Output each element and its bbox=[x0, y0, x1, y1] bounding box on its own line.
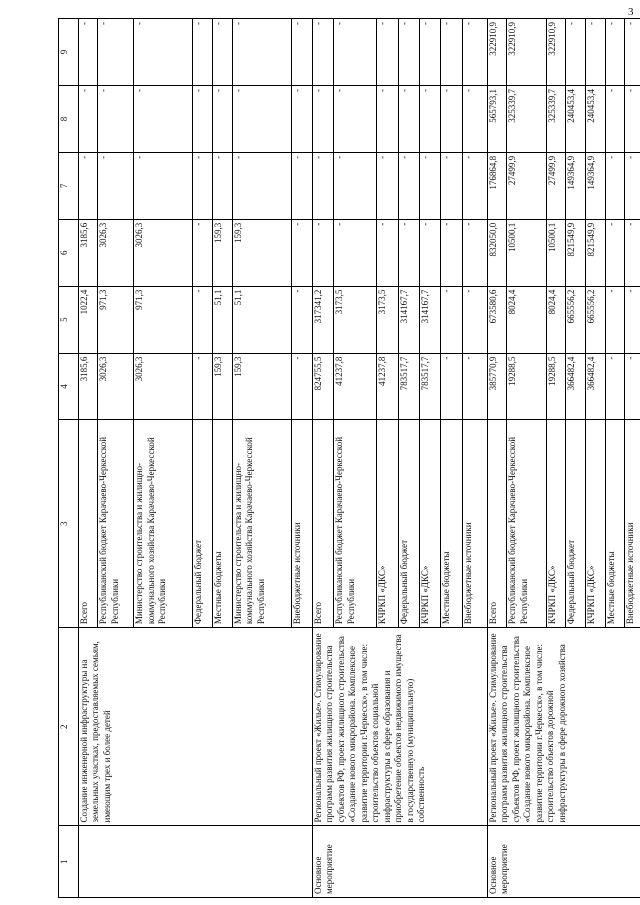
value-cell: 783517,7 bbox=[420, 353, 441, 420]
value-cell: - bbox=[420, 219, 441, 286]
value-cell: - bbox=[291, 19, 312, 86]
value-cell: - bbox=[232, 19, 291, 86]
value-cell: 159,3 bbox=[213, 219, 233, 286]
value-cell: 3173,5 bbox=[377, 286, 398, 353]
value-cell: 665556,2 bbox=[566, 286, 586, 353]
value-cell: - bbox=[134, 152, 193, 219]
value-cell: 41237,8 bbox=[334, 353, 377, 420]
event-type-cell: Основное мероприятие bbox=[312, 826, 487, 898]
value-cell: 159,3 bbox=[213, 353, 233, 420]
value-cell: - bbox=[605, 219, 625, 286]
value-cell: - bbox=[398, 152, 419, 219]
funding-source-cell: Местные бюджеты bbox=[441, 420, 462, 628]
value-cell: - bbox=[193, 152, 213, 219]
value-cell: - bbox=[334, 86, 377, 153]
value-cell: 325339,7 bbox=[507, 86, 546, 153]
column-number-9: 9 bbox=[59, 19, 79, 86]
value-cell: 149364,9 bbox=[585, 152, 605, 219]
value-cell: 41237,8 bbox=[377, 353, 398, 420]
funding-source-cell: Федеральный бюджет bbox=[398, 420, 419, 628]
value-cell: - bbox=[98, 152, 134, 219]
value-cell: - bbox=[377, 19, 398, 86]
value-cell: - bbox=[213, 19, 233, 86]
value-cell: - bbox=[232, 152, 291, 219]
value-cell: 832050,0 bbox=[487, 219, 507, 286]
funding-source-cell: Внебюджетные источники bbox=[291, 420, 312, 628]
value-cell: - bbox=[193, 86, 213, 153]
value-cell: 240453,4 bbox=[566, 86, 586, 153]
funding-source-cell: Министерство строительства и жилищно-коммунального хозяйства Карачаево-Черкесской Республики bbox=[232, 420, 291, 628]
value-cell: - bbox=[377, 152, 398, 219]
funding-source-cell: Всего bbox=[312, 420, 333, 628]
funding-source-cell: Республиканский бюджет Карачаево-Черкесской Республики bbox=[507, 420, 546, 628]
value-cell: 325339,7 bbox=[546, 86, 566, 153]
value-cell: - bbox=[312, 219, 333, 286]
value-cell: - bbox=[420, 19, 441, 86]
value-cell: - bbox=[193, 19, 213, 86]
value-cell: - bbox=[213, 152, 233, 219]
funding-source-cell: Всего bbox=[78, 420, 98, 628]
value-cell: 821549,9 bbox=[585, 219, 605, 286]
value-cell: - bbox=[625, 286, 640, 353]
funding-source-cell: КЧРКП «ДКС» bbox=[546, 420, 566, 628]
value-cell: 27499,9 bbox=[546, 152, 566, 219]
value-cell: - bbox=[625, 19, 640, 86]
value-cell: - bbox=[334, 219, 377, 286]
event-type-cell bbox=[78, 826, 312, 898]
column-number-2: 2 bbox=[59, 628, 79, 826]
value-cell: 51,1 bbox=[232, 286, 291, 353]
page-number: 3 bbox=[628, 6, 634, 18]
funding-source-cell: Внебюджетные источники bbox=[462, 420, 487, 628]
value-cell: - bbox=[462, 86, 487, 153]
value-cell: 314167,7 bbox=[420, 286, 441, 353]
event-type-cell: Основное мероприятие bbox=[487, 826, 640, 898]
table-row bbox=[312, 19, 333, 898]
value-cell: - bbox=[78, 19, 98, 86]
value-cell: - bbox=[291, 353, 312, 420]
value-cell: 51,1 bbox=[213, 286, 233, 353]
value-cell: 385770,9 bbox=[487, 353, 507, 420]
column-number-1: 1 bbox=[59, 826, 79, 898]
value-cell: 322910,9 bbox=[487, 19, 507, 86]
funding-source-cell: Внебюджетные источники bbox=[625, 420, 640, 628]
value-cell: - bbox=[334, 152, 377, 219]
funding-source-cell: КЧРКП «ДКС» bbox=[420, 420, 441, 628]
value-cell: - bbox=[420, 152, 441, 219]
funding-source-cell: КЧРКП «ДКС» bbox=[377, 420, 398, 628]
funding-source-cell: КЧРКП «ДКС» bbox=[585, 420, 605, 628]
value-cell: 3185,6 bbox=[78, 353, 98, 420]
value-cell: 3026,3 bbox=[134, 219, 193, 286]
value-cell: - bbox=[420, 86, 441, 153]
value-cell: - bbox=[291, 219, 312, 286]
funding-source-cell: Республиканский бюджет Карачаево-Черкесской Республики bbox=[98, 420, 134, 628]
value-cell: - bbox=[78, 152, 98, 219]
value-cell: - bbox=[291, 286, 312, 353]
value-cell: - bbox=[441, 353, 462, 420]
funding-source-cell: Федеральный бюджет bbox=[193, 420, 213, 628]
value-cell: 322910,9 bbox=[546, 19, 566, 86]
value-cell: 240453,4 bbox=[585, 86, 605, 153]
column-number-3: 3 bbox=[59, 420, 79, 628]
value-cell: - bbox=[334, 19, 377, 86]
budget-table bbox=[58, 18, 640, 898]
value-cell: - bbox=[441, 152, 462, 219]
value-cell: - bbox=[441, 86, 462, 153]
value-cell: 821549,9 bbox=[566, 219, 586, 286]
event-description-cell: Региональный проект «Жилье». Стимулирование программ развития жилищного строительства субъектов РФ, проект жилищного строительства «Создание нового микрорайона. Комплексное развитие территории г.Черкесск», в том числе: строительство объектов социальной инфраструктуры в сфере образования и приобретение объектов недвижимого имущества в государственную (муниципальную) собственность bbox=[312, 628, 487, 826]
value-cell: - bbox=[398, 86, 419, 153]
funding-source-cell: Министерство строительства и жилищно-коммунального хозяйства Карачаево-Черкесской Республики bbox=[134, 420, 193, 628]
column-number-7: 7 bbox=[59, 152, 79, 219]
value-cell: - bbox=[605, 152, 625, 219]
table-row bbox=[78, 19, 98, 898]
value-cell: - bbox=[441, 219, 462, 286]
value-cell: - bbox=[625, 219, 640, 286]
value-cell: - bbox=[462, 353, 487, 420]
event-description-cell: Региональный проект «Жилье». Стимулирование программ развития жилищного строительства субъектов РФ, проект жилищного строительства «Создание нового микрорайона. Комплексное развитие территории г.Черкесск», в том числе: строительство объектов дорожной инфраструктуры в сфере дорожного хозяйства bbox=[487, 628, 640, 826]
column-number-6: 6 bbox=[59, 219, 79, 286]
value-cell: 10500,1 bbox=[507, 219, 546, 286]
value-cell: - bbox=[98, 19, 134, 86]
value-cell: 19288,5 bbox=[507, 353, 546, 420]
value-cell: - bbox=[441, 19, 462, 86]
value-cell: - bbox=[312, 19, 333, 86]
value-cell: - bbox=[193, 286, 213, 353]
event-description-cell: Создание инженерной инфраструктуры на земельных участках, предоставляемых семьям, имеющим трех и более детей bbox=[78, 628, 312, 826]
column-number-8: 8 bbox=[59, 86, 79, 153]
value-cell: 317341,2 bbox=[312, 286, 333, 353]
value-cell: 10500,1 bbox=[546, 219, 566, 286]
value-cell: - bbox=[134, 19, 193, 86]
value-cell: 19288,5 bbox=[546, 353, 566, 420]
value-cell: 366482,4 bbox=[585, 353, 605, 420]
value-cell: 322910,9 bbox=[507, 19, 546, 86]
value-cell: 3185,6 bbox=[78, 219, 98, 286]
header-row bbox=[59, 19, 79, 898]
value-cell: - bbox=[566, 19, 586, 86]
value-cell: - bbox=[605, 353, 625, 420]
value-cell: - bbox=[193, 219, 213, 286]
value-cell: - bbox=[605, 286, 625, 353]
value-cell: - bbox=[625, 86, 640, 153]
value-cell: - bbox=[213, 86, 233, 153]
value-cell: 149364,9 bbox=[566, 152, 586, 219]
funding-source-cell: Республиканский бюджет Карачаево-Черкесской Республики bbox=[334, 420, 377, 628]
funding-source-cell: Местные бюджеты bbox=[213, 420, 233, 628]
value-cell: - bbox=[98, 86, 134, 153]
value-cell: 27499,9 bbox=[507, 152, 546, 219]
value-cell: 366482,4 bbox=[566, 353, 586, 420]
value-cell: 176864,8 bbox=[487, 152, 507, 219]
value-cell: 159,3 bbox=[232, 353, 291, 420]
value-cell: - bbox=[312, 152, 333, 219]
value-cell: - bbox=[232, 86, 291, 153]
value-cell: - bbox=[377, 86, 398, 153]
funding-source-cell: Всего bbox=[487, 420, 507, 628]
value-cell: 971,3 bbox=[134, 286, 193, 353]
value-cell: - bbox=[193, 353, 213, 420]
table-row bbox=[487, 19, 507, 898]
value-cell: - bbox=[625, 353, 640, 420]
value-cell: 673580,6 bbox=[487, 286, 507, 353]
column-number-4: 4 bbox=[59, 353, 79, 420]
value-cell: - bbox=[585, 19, 605, 86]
value-cell: 783517,7 bbox=[398, 353, 419, 420]
value-cell: - bbox=[605, 86, 625, 153]
value-cell: - bbox=[377, 219, 398, 286]
value-cell: - bbox=[462, 19, 487, 86]
value-cell: 314167,7 bbox=[398, 286, 419, 353]
value-cell: - bbox=[441, 286, 462, 353]
value-cell: - bbox=[78, 86, 98, 153]
value-cell: - bbox=[625, 152, 640, 219]
value-cell: 3173,5 bbox=[334, 286, 377, 353]
value-cell: 824755,5 bbox=[312, 353, 333, 420]
value-cell: - bbox=[312, 86, 333, 153]
funding-source-cell: Местные бюджеты bbox=[605, 420, 625, 628]
rotated-table-container bbox=[58, 18, 640, 898]
value-cell: - bbox=[398, 219, 419, 286]
value-cell: 3026,3 bbox=[98, 353, 134, 420]
value-cell: - bbox=[462, 286, 487, 353]
column-number-5: 5 bbox=[59, 286, 79, 353]
value-cell: - bbox=[462, 152, 487, 219]
funding-source-cell: Федеральный бюджет bbox=[566, 420, 586, 628]
value-cell: 8024,4 bbox=[546, 286, 566, 353]
value-cell: 3026,3 bbox=[98, 219, 134, 286]
value-cell: - bbox=[291, 86, 312, 153]
value-cell: 159,3 bbox=[232, 219, 291, 286]
value-cell: 3026,3 bbox=[134, 353, 193, 420]
value-cell: 665556,2 bbox=[585, 286, 605, 353]
value-cell: - bbox=[605, 19, 625, 86]
value-cell: - bbox=[398, 19, 419, 86]
value-cell: - bbox=[134, 86, 193, 153]
value-cell: 8024,4 bbox=[507, 286, 546, 353]
value-cell: - bbox=[291, 152, 312, 219]
value-cell: 971,3 bbox=[98, 286, 134, 353]
value-cell: 1022,4 bbox=[78, 286, 98, 353]
value-cell: - bbox=[462, 219, 487, 286]
value-cell: 565793,1 bbox=[487, 86, 507, 153]
